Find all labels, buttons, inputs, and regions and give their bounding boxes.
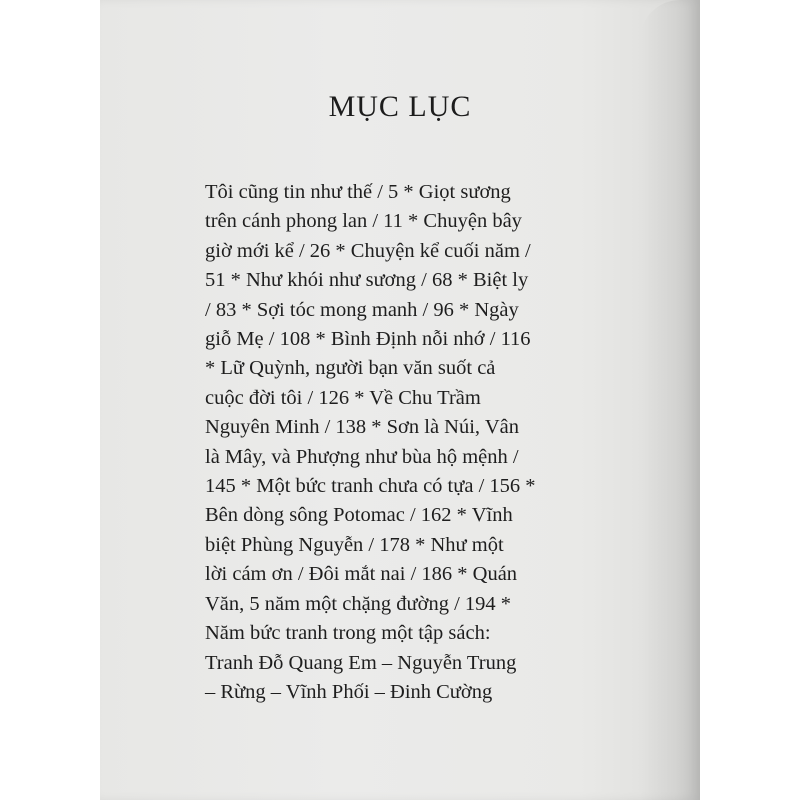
toc-line: biệt Phùng Nguyễn / 178 * Như một bbox=[205, 533, 504, 556]
toc-line: giỗ Mẹ / 108 * Bình Định nỗi nhớ / 116 bbox=[205, 328, 531, 351]
toc-line: Năm bức tranh trong một tập sách: bbox=[205, 622, 491, 645]
toc-line: lời cám ơn / Đôi mắt nai / 186 * Quán bbox=[205, 563, 518, 586]
toc-line: Nguyên Minh / 138 * Sơn là Núi, Vân bbox=[205, 416, 519, 439]
toc-line: 145 * Một bức tranh chưa có tựa / 156 * bbox=[205, 475, 536, 498]
toc-line: Văn, 5 năm một chặng đường / 194 * bbox=[205, 592, 512, 615]
toc-line: 51 * Như khói như sương / 68 * Biệt ly bbox=[205, 269, 529, 292]
toc-line: * Lữ Quỳnh, người bạn văn suốt cả bbox=[205, 357, 496, 380]
toc-line: trên cánh phong lan / 11 * Chuyện bây bbox=[205, 210, 522, 233]
toc-line: giờ mới kể / 26 * Chuyện kể cuối năm / bbox=[205, 239, 531, 262]
toc-line: Tôi cũng tin như thế / 5 * Giọt sương bbox=[205, 181, 511, 203]
page-title: MỤC LỤC bbox=[328, 90, 472, 123]
toc-line: cuộc đời tôi / 126 * Về Chu Trầm bbox=[205, 386, 481, 409]
toc-line: – Rừng – Vĩnh Phối – Đinh Cường bbox=[205, 680, 493, 703]
toc-line: Tranh Đỗ Quang Em – Nguyễn Trung bbox=[205, 651, 517, 674]
toc-line: / 83 * Sợi tóc mong manh / 96 * Ngày bbox=[205, 298, 519, 321]
toc-line: là Mây, và Phượng như bùa hộ mệnh / bbox=[205, 445, 519, 468]
table-of-contents bbox=[205, 178, 585, 707]
toc-line: Bên dòng sông Potomac / 162 * Vĩnh bbox=[205, 504, 513, 527]
